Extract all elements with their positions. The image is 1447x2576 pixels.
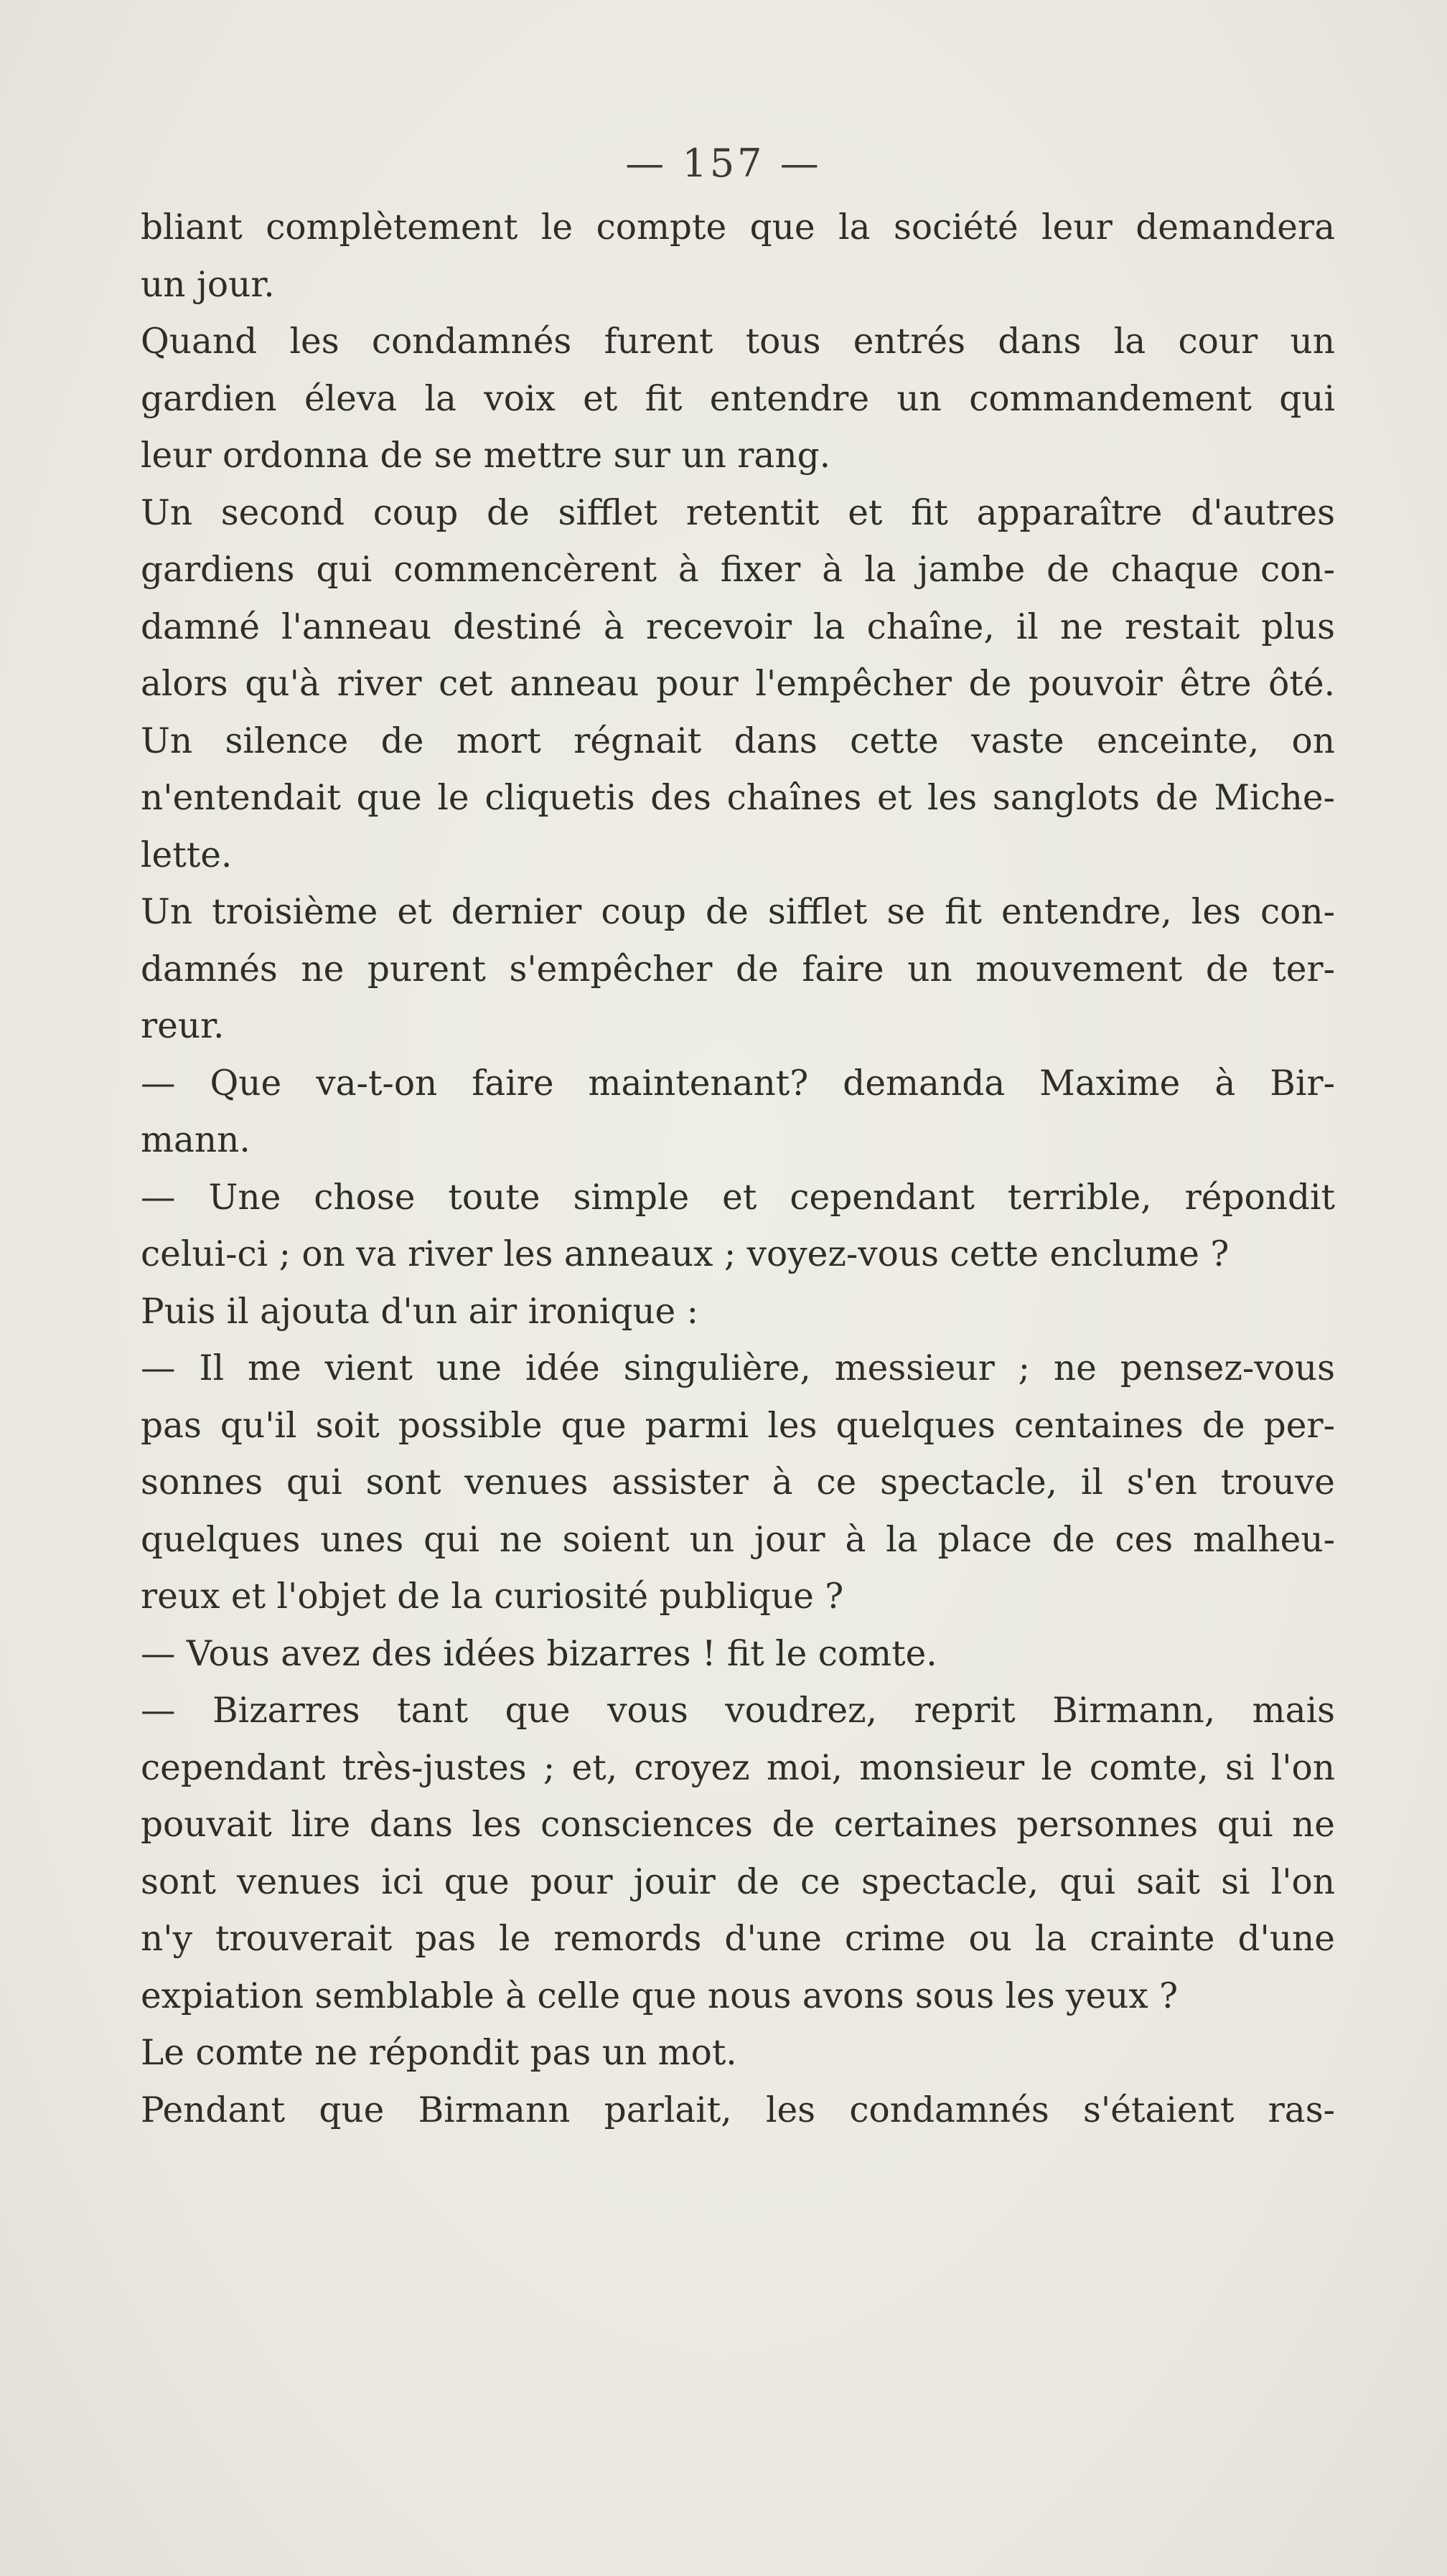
text-line: Puis il ajouta d'un air ironique :	[141, 1291, 699, 1332]
text-line: lette.	[141, 835, 233, 875]
text-line: pas qu'il soit possible que parmi les quelques centaines de per-	[141, 1405, 1335, 1446]
text-line: Quand les condamnés furent tous entrés dans la cour un	[141, 321, 1335, 362]
text-line: Un silence de mort régnait dans cette vaste enceinte, on	[141, 720, 1335, 761]
text-line: n'y trouverait pas le remords d'une crime ou la crainte d'une	[141, 1919, 1335, 1959]
text-line: gardiens qui commencèrent à fixer à la jambe de chaque con-	[141, 550, 1335, 590]
text-line: bliant complètement le compte que la société leur demandera	[141, 207, 1335, 248]
text-line: un jour.	[141, 264, 275, 305]
text-line: leur ordonna de se mettre sur un rang.	[141, 436, 831, 476]
text-line: alors qu'à river cet anneau pour l'empêcher de pouvoir être ôté.	[141, 664, 1335, 704]
text-line: damné l'anneau destiné à recevoir la chaîne, il ne restait plus	[141, 606, 1335, 647]
text-line: Le comte ne répondit pas un mot.	[141, 2033, 737, 2073]
text-line: Un second coup de sifflet retentit et fit apparaître d'autres	[141, 492, 1335, 533]
text-line: sont venues ici que pour jouir de ce spectacle, qui sait si l'on	[141, 1861, 1335, 1902]
text-line: mann.	[141, 1120, 250, 1160]
text-line: damnés ne purent s'empêcher de faire un mouvement de ter-	[141, 949, 1335, 989]
text-line: cependant très-justes ; et, croyez moi, monsieur le comte, si l'on	[141, 1747, 1335, 1788]
page-number: — 157 —	[625, 141, 822, 186]
text-line: sonnes qui sont venues assister à ce spectacle, il s'en trouve	[141, 1462, 1335, 1503]
text-line: reux et l'objet de la curiosité publique ?	[141, 1576, 844, 1617]
text-line: — Vous avez des idées bizarres ! fit le comte.	[141, 1633, 937, 1674]
text-line: reur.	[141, 1006, 225, 1046]
text-line: pouvait lire dans les consciences de certaines personnes qui ne	[141, 1805, 1335, 1845]
text-line: n'entendait que le cliquetis des chaînes et les sanglots de Miche-	[141, 778, 1335, 818]
text-line: expiation semblable à celle que nous avons sous les yeux ?	[141, 1975, 1179, 2016]
body-text	[141, 199, 1335, 2139]
text-line: — Bizarres tant que vous voudrez, reprit Birmann, mais	[141, 1691, 1335, 1731]
text-line: gardien éleva la voix et fit entendre un commandement qui	[141, 378, 1335, 419]
text-line: — Que va-t-on faire maintenant? demanda Maxime à Bir-	[141, 1063, 1335, 1104]
text-line: quelques unes qui ne soient un jour à la place de ces malheu-	[141, 1519, 1335, 1560]
text-line: — Il me vient une idée singulière, messieur ; ne pensez-vous	[141, 1348, 1335, 1388]
text-line: — Une chose toute simple et cependant terrible, répondit	[141, 1177, 1335, 1218]
text-line: Un troisième et dernier coup de sifflet se fit entendre, les con-	[141, 892, 1335, 932]
text-line: celui-ci ; on va river les anneaux ; voyez-vous cette enclume ?	[141, 1234, 1230, 1274]
text-line: Pendant que Birmann parlait, les condamnés s'étaient ras-	[141, 2090, 1335, 2130]
